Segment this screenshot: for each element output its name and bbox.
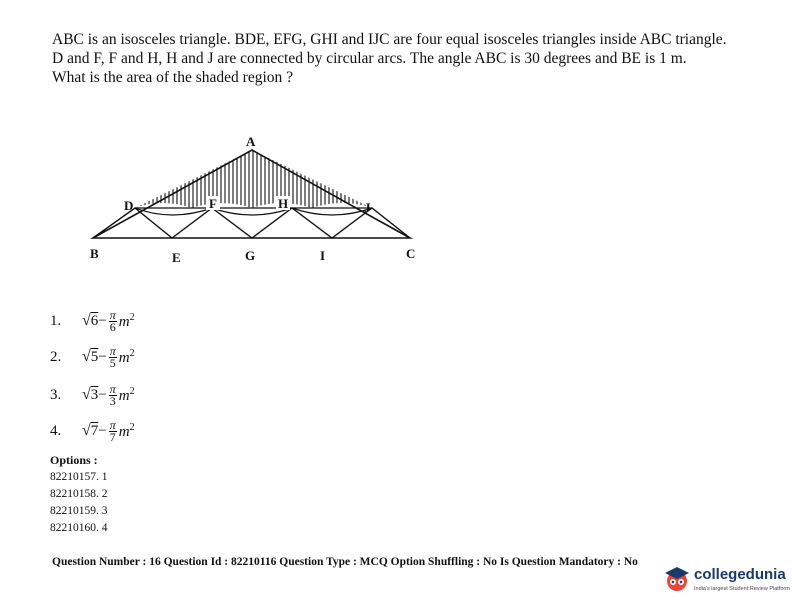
options-heading: Options : bbox=[50, 453, 98, 467]
label-d: D bbox=[124, 198, 134, 213]
option-number: 4. bbox=[50, 422, 62, 439]
question-paragraph-3: What is the area of the shaded region ? bbox=[52, 69, 294, 86]
minus-sign: − bbox=[98, 348, 107, 365]
fraction-numerator: π bbox=[109, 417, 116, 432]
unit: $m^2$ bbox=[118, 385, 135, 404]
sqrt-symbol: √ bbox=[82, 386, 91, 403]
fraction-numerator: π bbox=[109, 343, 116, 358]
label-c: C bbox=[406, 246, 416, 261]
logo-tagline: India's largest Student Review Platform bbox=[694, 586, 790, 592]
pi-fraction bbox=[109, 343, 117, 370]
inner-triangles bbox=[93, 208, 410, 238]
fraction-denominator: 6 bbox=[109, 319, 116, 334]
option-radicand: 6 bbox=[90, 312, 99, 329]
option-number: 2. bbox=[50, 348, 62, 365]
label-j: J bbox=[364, 200, 371, 215]
minus-sign: − bbox=[98, 386, 107, 403]
fraction-numerator: π bbox=[109, 381, 116, 396]
answer-option[interactable] bbox=[50, 340, 210, 374]
fraction-denominator: 3 bbox=[109, 393, 116, 408]
unit: $m^2$ bbox=[118, 311, 135, 330]
collegedunia-logo bbox=[658, 560, 790, 600]
logo-name: collegedunia bbox=[694, 566, 786, 583]
option-number: 3. bbox=[50, 386, 62, 403]
sqrt-symbol: √ bbox=[82, 312, 91, 329]
option-radicand: 7 bbox=[90, 422, 99, 439]
fraction-numerator: π bbox=[109, 307, 116, 322]
label-b: B bbox=[90, 246, 99, 261]
pi-fraction bbox=[109, 307, 117, 334]
minus-sign: − bbox=[98, 312, 107, 329]
options-id-list bbox=[50, 452, 108, 537]
arc-hj bbox=[292, 208, 372, 215]
option-radicand: 5 bbox=[90, 348, 99, 365]
option-id: 82210157. 1 bbox=[50, 471, 108, 483]
option-number: 1. bbox=[50, 312, 62, 329]
unit: $m^2$ bbox=[118, 347, 135, 366]
fraction-denominator: 5 bbox=[109, 355, 116, 370]
label-e: E bbox=[172, 250, 181, 265]
question-text bbox=[52, 30, 752, 87]
question-paragraph-1: ABC is an isosceles triangle. BDE, EFG, GHI and IJC are four equal isosceles triangles inside ABC triangle. bbox=[52, 31, 727, 48]
option-id: 82210160. 4 bbox=[50, 522, 108, 534]
minus-sign: − bbox=[98, 422, 107, 439]
pi-fraction bbox=[109, 417, 117, 444]
fraction-denominator: 7 bbox=[109, 429, 116, 444]
pi-fraction bbox=[109, 381, 117, 408]
question-paragraph-2: D and F, F and H, H and J are connected by circular arcs. The angle ABC is 30 degrees and BE is 1 m. bbox=[52, 50, 687, 67]
sqrt-symbol: √ bbox=[82, 348, 91, 365]
answer-option[interactable] bbox=[50, 414, 210, 448]
shaded-region bbox=[135, 150, 372, 208]
graduate-icon bbox=[662, 564, 692, 594]
label-g: G bbox=[245, 248, 256, 263]
option-radicand: 3 bbox=[90, 386, 99, 403]
sqrt-symbol: √ bbox=[82, 422, 91, 439]
label-a: A bbox=[246, 134, 256, 149]
answer-option[interactable] bbox=[50, 304, 210, 338]
option-id: 82210158. 2 bbox=[50, 488, 108, 500]
answer-option[interactable] bbox=[50, 378, 210, 412]
label-f: F bbox=[209, 196, 217, 211]
option-id: 82210159. 3 bbox=[50, 505, 108, 517]
label-i: I bbox=[320, 248, 326, 263]
question-meta-footer: Question Number : 16 Question Id : 82210116 Question Type : MCQ Option Shuffling : No Is Question Mandatory : No bbox=[52, 556, 638, 568]
triangle-figure bbox=[80, 130, 440, 280]
label-h: H bbox=[278, 196, 289, 211]
unit: $m^2$ bbox=[118, 421, 135, 440]
